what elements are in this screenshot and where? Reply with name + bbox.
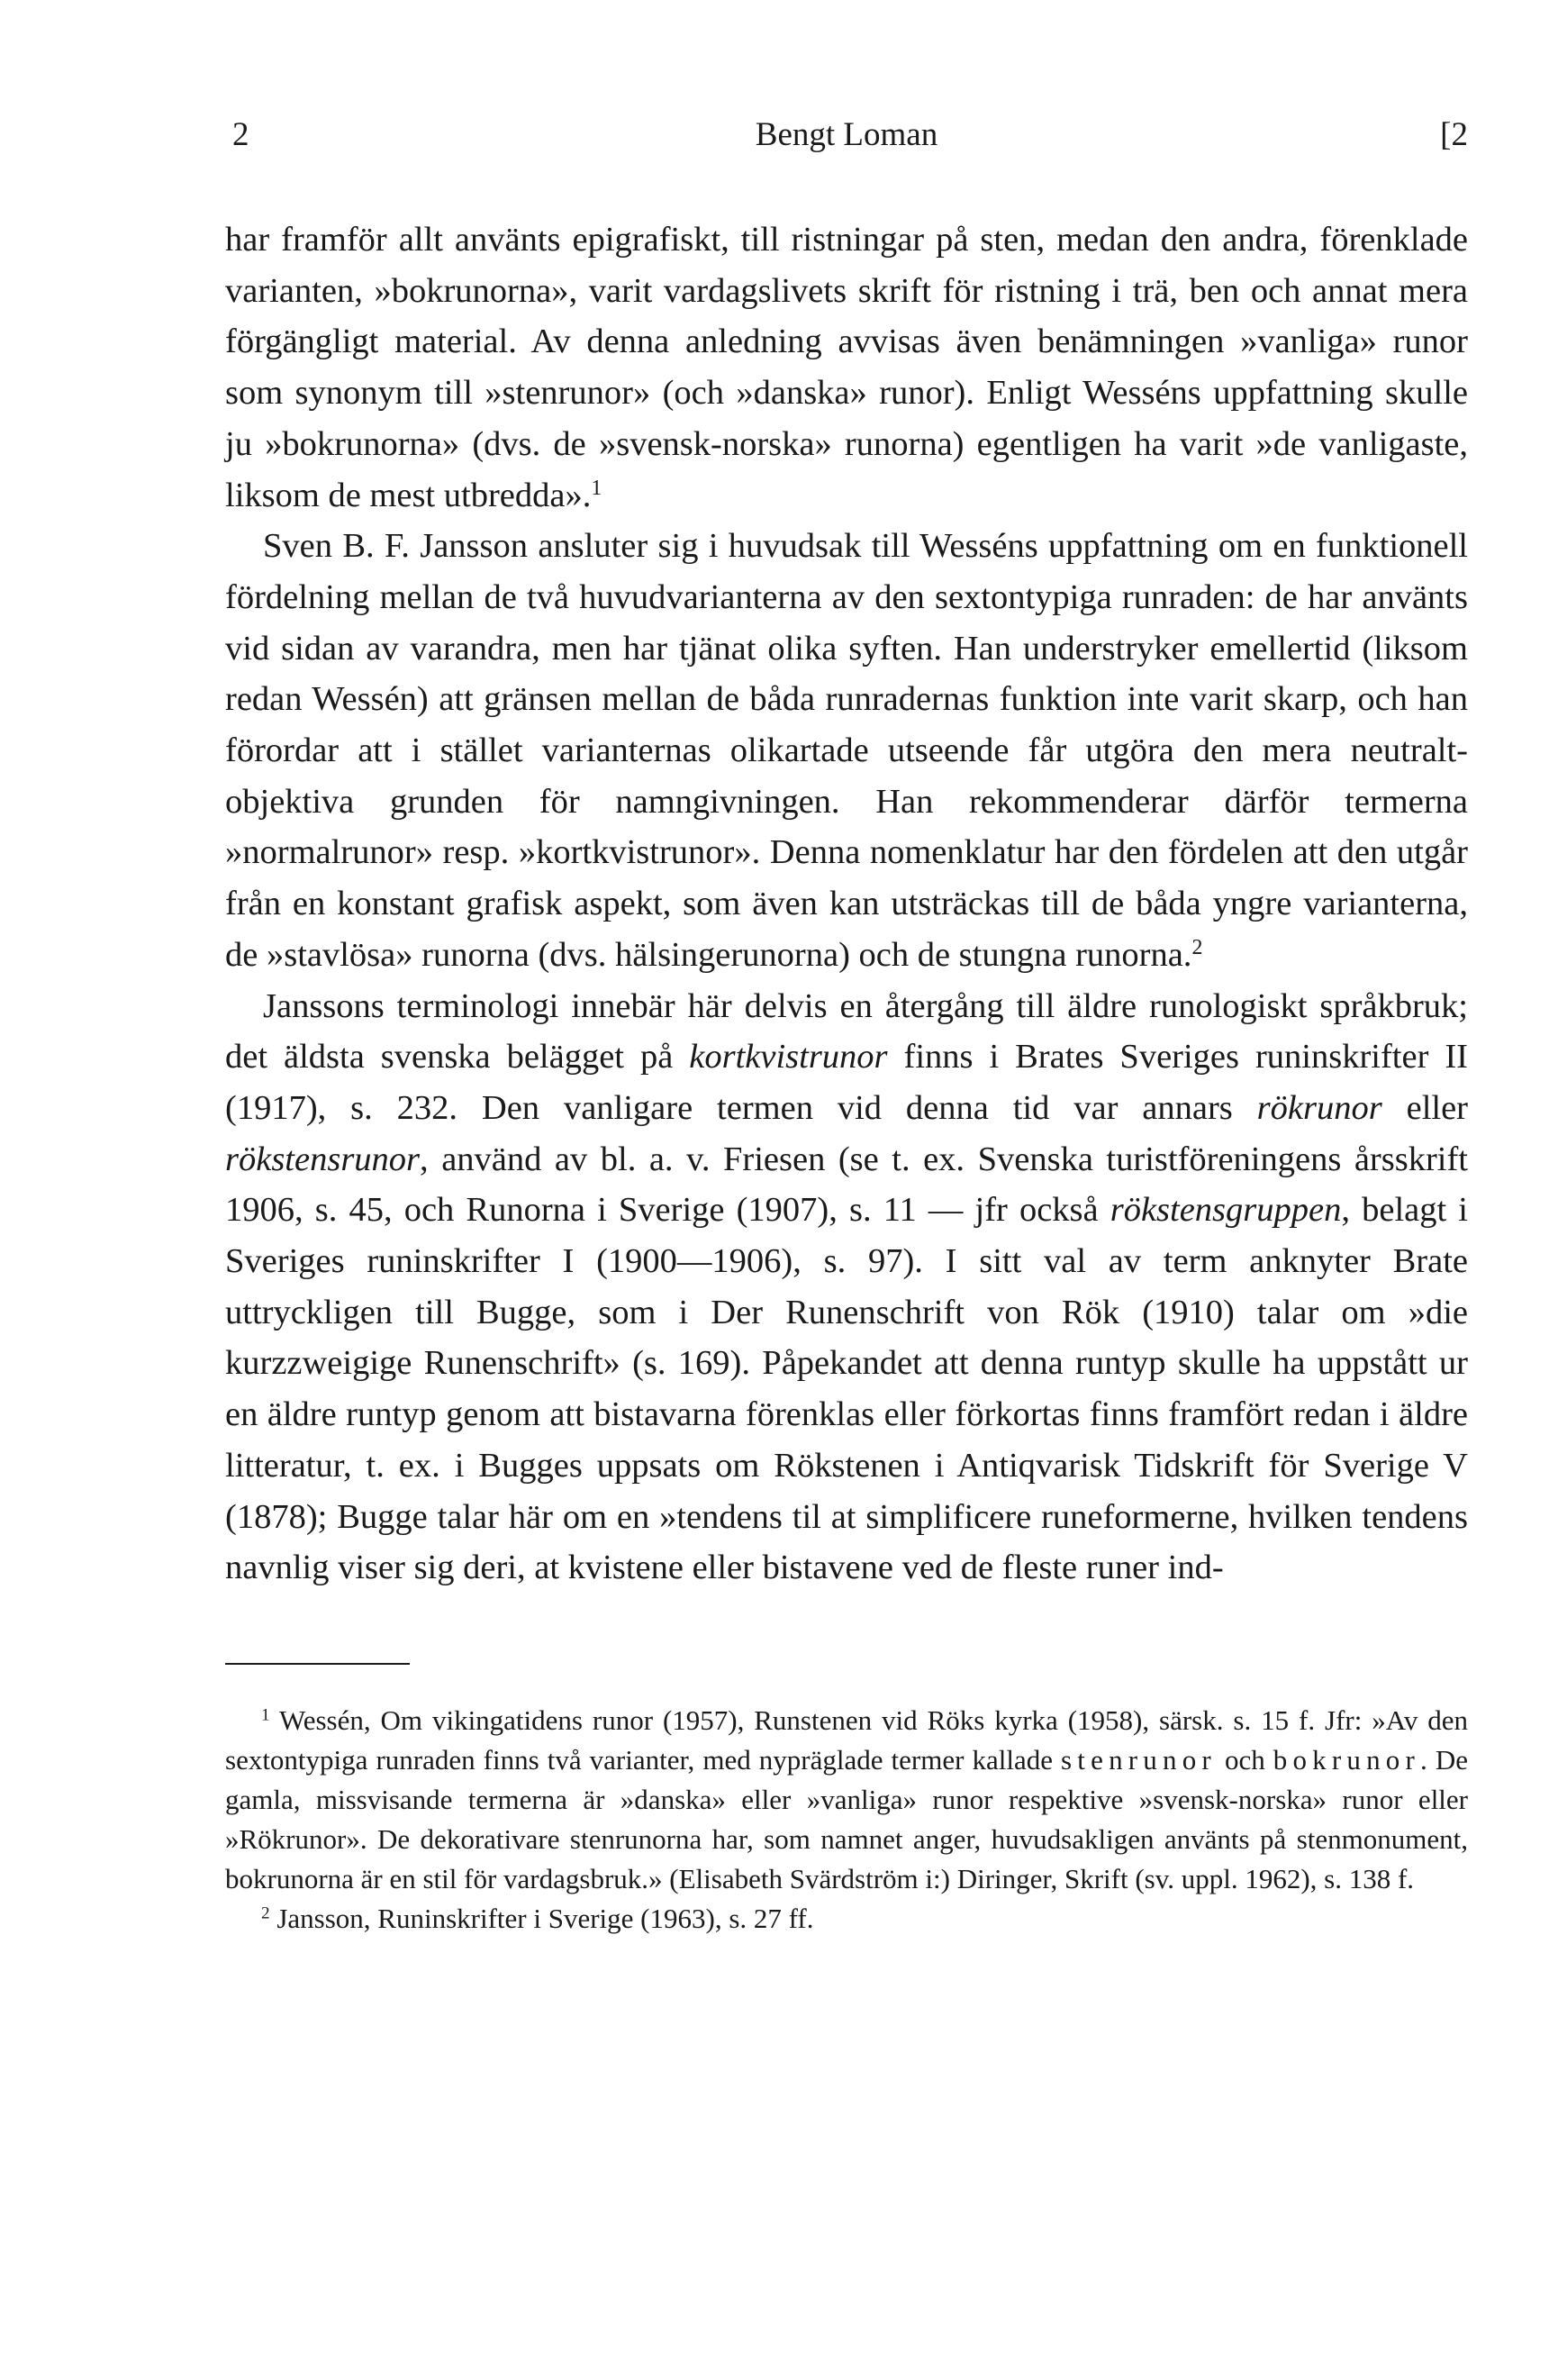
term-rokstensgruppen: rökstensgruppen <box>1110 1191 1342 1230</box>
paragraph-3-text-1: Janssons terminologi innebär här delvis en återgång till äldre runologiskt språkbruk; det äldsta svenska belägget på <box>225 986 1468 1076</box>
paragraph-3-text-2: finns i Brates Sveriges runinskrifter II (1917), s. 232. Den vanligare termen vid denna tid var annars <box>225 1038 1468 1127</box>
footnote-1-text-c: . De gamla, missvisande termerna är »danska» eller »vanliga» runor respektive »svensk-norska» runor eller »Rökrunor». De dekorativare stenrunorna har, som namnet anger, huvudsakligen använts på stenmonument, bokrunorna är en stil för vardagsbruk.» (Elisabeth Svärdström i:) Diringer, Skrift (sv. uppl. 1962), s. 138 f. <box>225 1743 1468 1894</box>
footnote-1-text-a: Wessén, Om vikingatidens runor (1957), Runstenen vid Röks kyrka (1958), särsk. s. 15 f. Jfr: »Av den sextontypiga runraden finns två varianter, med nypräglade termer kallade <box>225 1703 1468 1776</box>
paragraph-1 <box>225 214 1468 521</box>
term-rokrunor: rökrunor <box>1256 1088 1382 1127</box>
paragraph-2 <box>225 521 1468 980</box>
running-title: Bengt Loman <box>755 116 938 153</box>
page-number: 2 <box>232 116 249 153</box>
footnote-1-marker: 1 <box>261 1705 270 1725</box>
footnote-1 <box>225 1701 1468 1899</box>
footnote-1-term-stenrunor: stenrunor <box>1061 1743 1217 1776</box>
footnotes <box>225 1701 1468 1939</box>
paragraph-3-text-4: , använd av bl. a. v. Friesen (se t. ex. Svenska turistföreningens årsskrift 1906, s. 45, och Runorna i Sverige (1907), s. 11 — jfr också <box>225 1140 1468 1230</box>
footnote-1-term-bokrunor: bokrunor <box>1273 1743 1421 1776</box>
footnote-1-text-b: och <box>1216 1743 1273 1776</box>
paragraph-3-text-5: , belagt i Sveriges runinskrifter I (1900—1906), s. 97). I sitt val av term anknyter Brate uttryckligen till Bugge, som i Der Runenschrift von Rök (1910) talar om »die kurzzweigige Runenschrift» (s. 169). Påpekandet att denna runtyp skulle ha uppstått ur en äldre runtyp genom att bistavarna förenklas eller förkortas finns framfört redan i äldre litteratur, t. ex. i Bugges uppsats om Rökstenen i Antiqvarisk Tidskrift för Sverige V (1878); Bugge talar här om en »tendens til at simplificere runeformerne, hvilken tendens navnlig viser sig deri, at kvistene eller bistavene ved de fleste runer ind- <box>225 1191 1468 1587</box>
footnote-2-text: Jansson, Runinskrifter i Sverige (1963), s. 27 ff. <box>269 1902 814 1934</box>
running-head <box>225 108 1468 162</box>
footnote-2-marker: 2 <box>261 1903 270 1923</box>
footnote-2 <box>225 1899 1468 1939</box>
section-marker: [2 <box>1440 116 1468 153</box>
paragraph-3 <box>225 981 1468 1594</box>
term-kortkvistrunor: kortkvistrunor <box>689 1038 888 1076</box>
paragraph-3-text-3: eller <box>1381 1088 1468 1127</box>
paragraph-1-text: har framför allt använts epigrafiskt, till ristningar på sten, medan den andra, förenklade varianten, »bokrunorna», varit vardagslivets skrift för ristning i trä, ben och annat mera förgängligt material. Av denna anledning avvisas även benämningen »vanliga» runor som synonym till »stenrunor» (och »danska» runor). Enligt Wesséns uppfattning skulle ju »bokrunorna» (dvs. de »svensk-norska» runorna) egentligen ha varit »de vanligaste, liksom de mest utbredda». <box>225 221 1468 514</box>
paragraph-2-text: Sven B. F. Jansson ansluter sig i huvudsak till Wesséns uppfattning om en funktionell fördelning mellan de två huvudvarianterna av den sextontypiga runraden: de har använts vid sidan av varandra, men har tjänat olika syften. Han understryker emellertid (liksom redan Wessén) att gränsen mellan de båda runradernas funktion inte varit skarp, och han förordar att i stället varianternas olikartade utseende får utgöra den mera neutralt-objektiva grunden för namngivningen. Han rekommenderar därför termerna »normalrunor» resp. »kortkvistrunor». Denna nomenklatur har den fördelen att den utgår från en konstant grafisk aspekt, som även kan utsträckas till de båda yngre varianterna, de »stavlösa» runorna (dvs. hälsingerunorna) och de stungna runorna. <box>225 527 1468 974</box>
body-text <box>225 214 1468 1594</box>
page <box>225 108 1468 1939</box>
footnote-ref-2: 2 <box>1191 935 1203 959</box>
footnote-ref-1: 1 <box>591 476 602 500</box>
term-rokstensrunor: rökstensrunor <box>225 1140 421 1178</box>
footnote-divider <box>225 1663 410 1665</box>
